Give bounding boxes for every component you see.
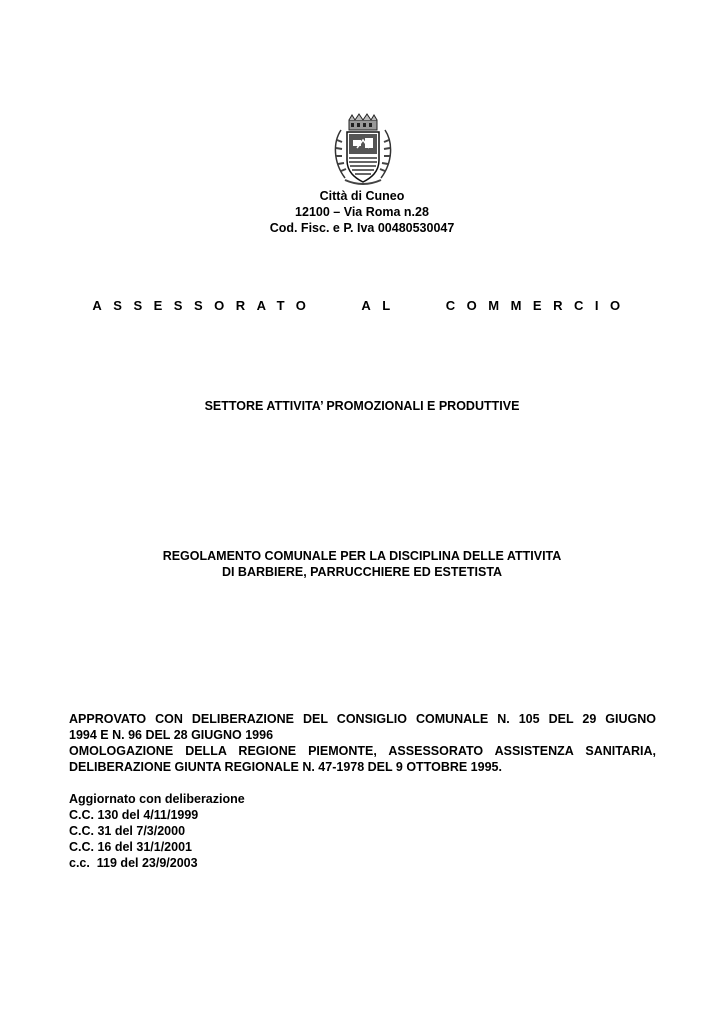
- sector-name: SETTORE ATTIVITA’ PROMOZIONALI E PRODUTTIVE: [204, 399, 520, 413]
- fiscal-code: Cod. Fisc. e P. Iva 00480530047: [269, 221, 455, 235]
- approval-line-3: OMOLOGAZIONE DELLA REGIONE PIEMONTE, ASSESSORATO ASSISTENZA SANITARIA,: [69, 744, 656, 758]
- regulation-title-line-2: DI BARBIERE, PARRUCCHIERE ED ESTETISTA: [221, 565, 503, 579]
- update-item: C.C. 16 del 31/1/2001: [69, 840, 192, 854]
- sector-heading: [0, 398, 724, 414]
- crest-icon: [327, 112, 399, 188]
- update-item: C.C. 31 del 7/3/2000: [69, 824, 186, 838]
- city-name: Città di Cuneo: [319, 189, 405, 203]
- regulation-title: [0, 548, 724, 580]
- approval-line-4: DELIBERAZIONE GIUNTA REGIONALE N. 47-1978 DEL 9 OTTOBRE 1995.: [69, 760, 502, 774]
- department-heading: [0, 298, 724, 313]
- regulation-title-line-1: REGOLAMENTO COMUNALE PER LA DISCIPLINA DELLE ATTIVITA: [162, 549, 562, 563]
- city-header: [0, 188, 724, 236]
- city-address: 12100 – Via Roma n.28: [295, 205, 429, 219]
- approval-paragraph: [69, 711, 656, 775]
- update-item: c.c. 119 del 23/9/2003: [69, 856, 198, 870]
- city-crest-emblem: [327, 112, 399, 188]
- updates-list: [69, 791, 656, 871]
- approval-line-2: 1994 E N. 96 DEL 28 GIUGNO 1996: [69, 728, 274, 742]
- update-item: C.C. 130 del 4/11/1999: [69, 808, 199, 822]
- department-word-3: COMMERCIO: [445, 298, 632, 313]
- updates-heading: Aggiornato con deliberazione: [69, 792, 245, 806]
- department-word-1: ASSESSORATO: [92, 298, 318, 313]
- approval-line-1: APPROVATO CON DELIBERAZIONE DEL CONSIGLIO COMUNALE N. 105 DEL 29 GIUGNO: [69, 712, 656, 726]
- department-word-2: AL: [361, 298, 402, 313]
